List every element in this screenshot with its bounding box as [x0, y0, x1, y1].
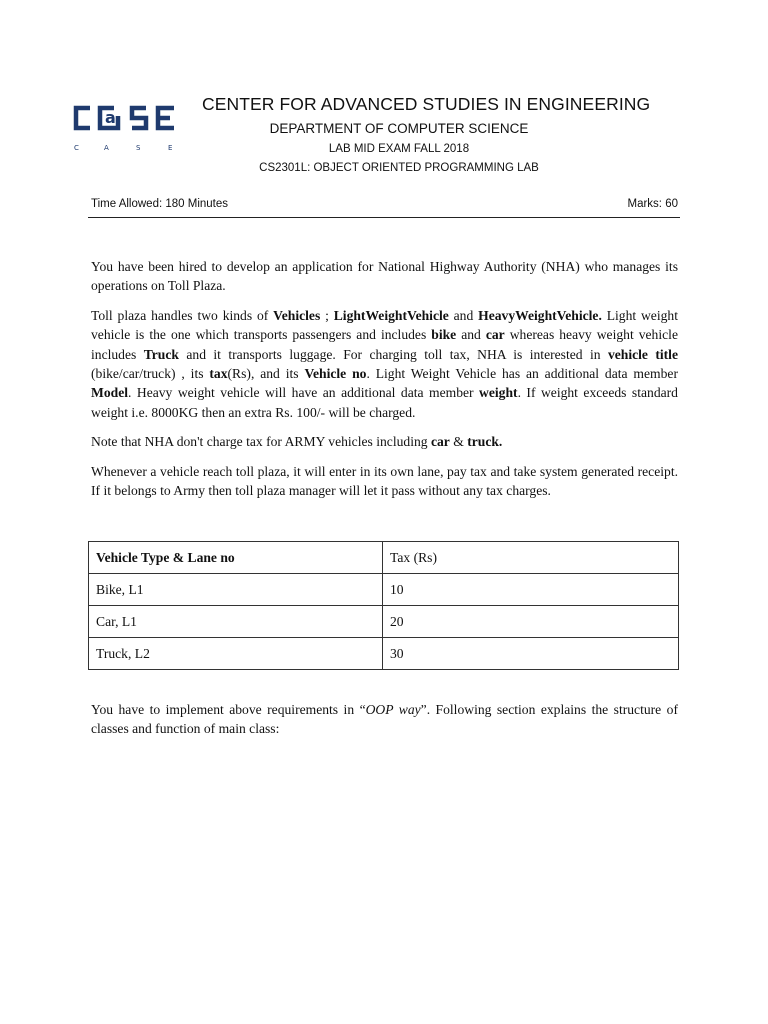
army-note-paragraph: Note that NHA don't charge tax for ARMY vehicles including car & truck.: [91, 434, 503, 450]
vehicle-description-paragraph: Toll plaza handles two kinds of Vehicles ; LightWeightVehicle and HeavyWeightVehicle. Light weight vehicle is the one which transports passengers and includes bike and car whereas heavy weight vehicle includes Truck and it transports luggage. For charging toll tax, NHA is interested in vehicle title (bike/car/truck) , its tax(Rs), and its Vehicle no. Light Weight Vehicle has an additional data member Model. Heavy weight vehicle will have an additional data member weight. If weight exceeds standard weight i.e. 8000KG then an extra Rs. 100/- will be charged.: [91, 307, 678, 420]
table-row: [89, 606, 679, 638]
svg-text:S: S: [136, 144, 141, 152]
problem-statement: [91, 257, 678, 510]
intro-paragraph: You have been hired to develop an application for National Highway Authority (NHA) who manages its operations on Toll Plaza.: [91, 259, 678, 294]
table-cell: Truck, L2: [89, 638, 383, 670]
table-cell: 30: [383, 638, 679, 670]
exam-meta: [91, 198, 678, 210]
table-row: [89, 574, 679, 606]
implementation-paragraph: You have to implement above requirements in “OOP way”. Following section explains the structure of classes and function of main class:: [91, 702, 678, 737]
institution-name: CENTER FOR ADVANCED STUDIES IN ENGINEERING: [202, 94, 651, 114]
time-allowed: Time Allowed: 180 Minutes: [91, 198, 229, 210]
svg-text:C: C: [74, 144, 79, 152]
table-cell: Bike, L1: [89, 574, 383, 606]
column-header-vehicle: Vehicle Type & Lane no: [89, 542, 383, 574]
exam-title: LAB MID EXAM FALL 2018: [328, 143, 470, 155]
table-cell: Car, L1: [89, 606, 383, 638]
table-cell: 20: [383, 606, 679, 638]
department-name: DEPARTMENT OF COMPUTER SCIENCE: [269, 121, 529, 136]
svg-text:E: E: [168, 144, 173, 152]
course-title: CS2301L: OBJECT ORIENTED PROGRAMMING LAB: [259, 162, 539, 174]
tax-table: [88, 541, 679, 670]
table-cell: 10: [383, 574, 679, 606]
svg-text:A: A: [104, 144, 109, 152]
table-row: [89, 638, 679, 670]
table-header-row: [89, 542, 679, 574]
svg-text:a: a: [105, 108, 116, 127]
process-paragraph: Whenever a vehicle reach toll plaza, it will enter in its own lane, pay tax and take system generated receipt. If it belongs to Army then toll plaza manager will let it pass without any tax charges.: [91, 463, 678, 499]
marks: Marks: 60: [627, 198, 678, 210]
column-header-tax: Tax (Rs): [383, 542, 679, 574]
header-divider: [88, 217, 680, 218]
